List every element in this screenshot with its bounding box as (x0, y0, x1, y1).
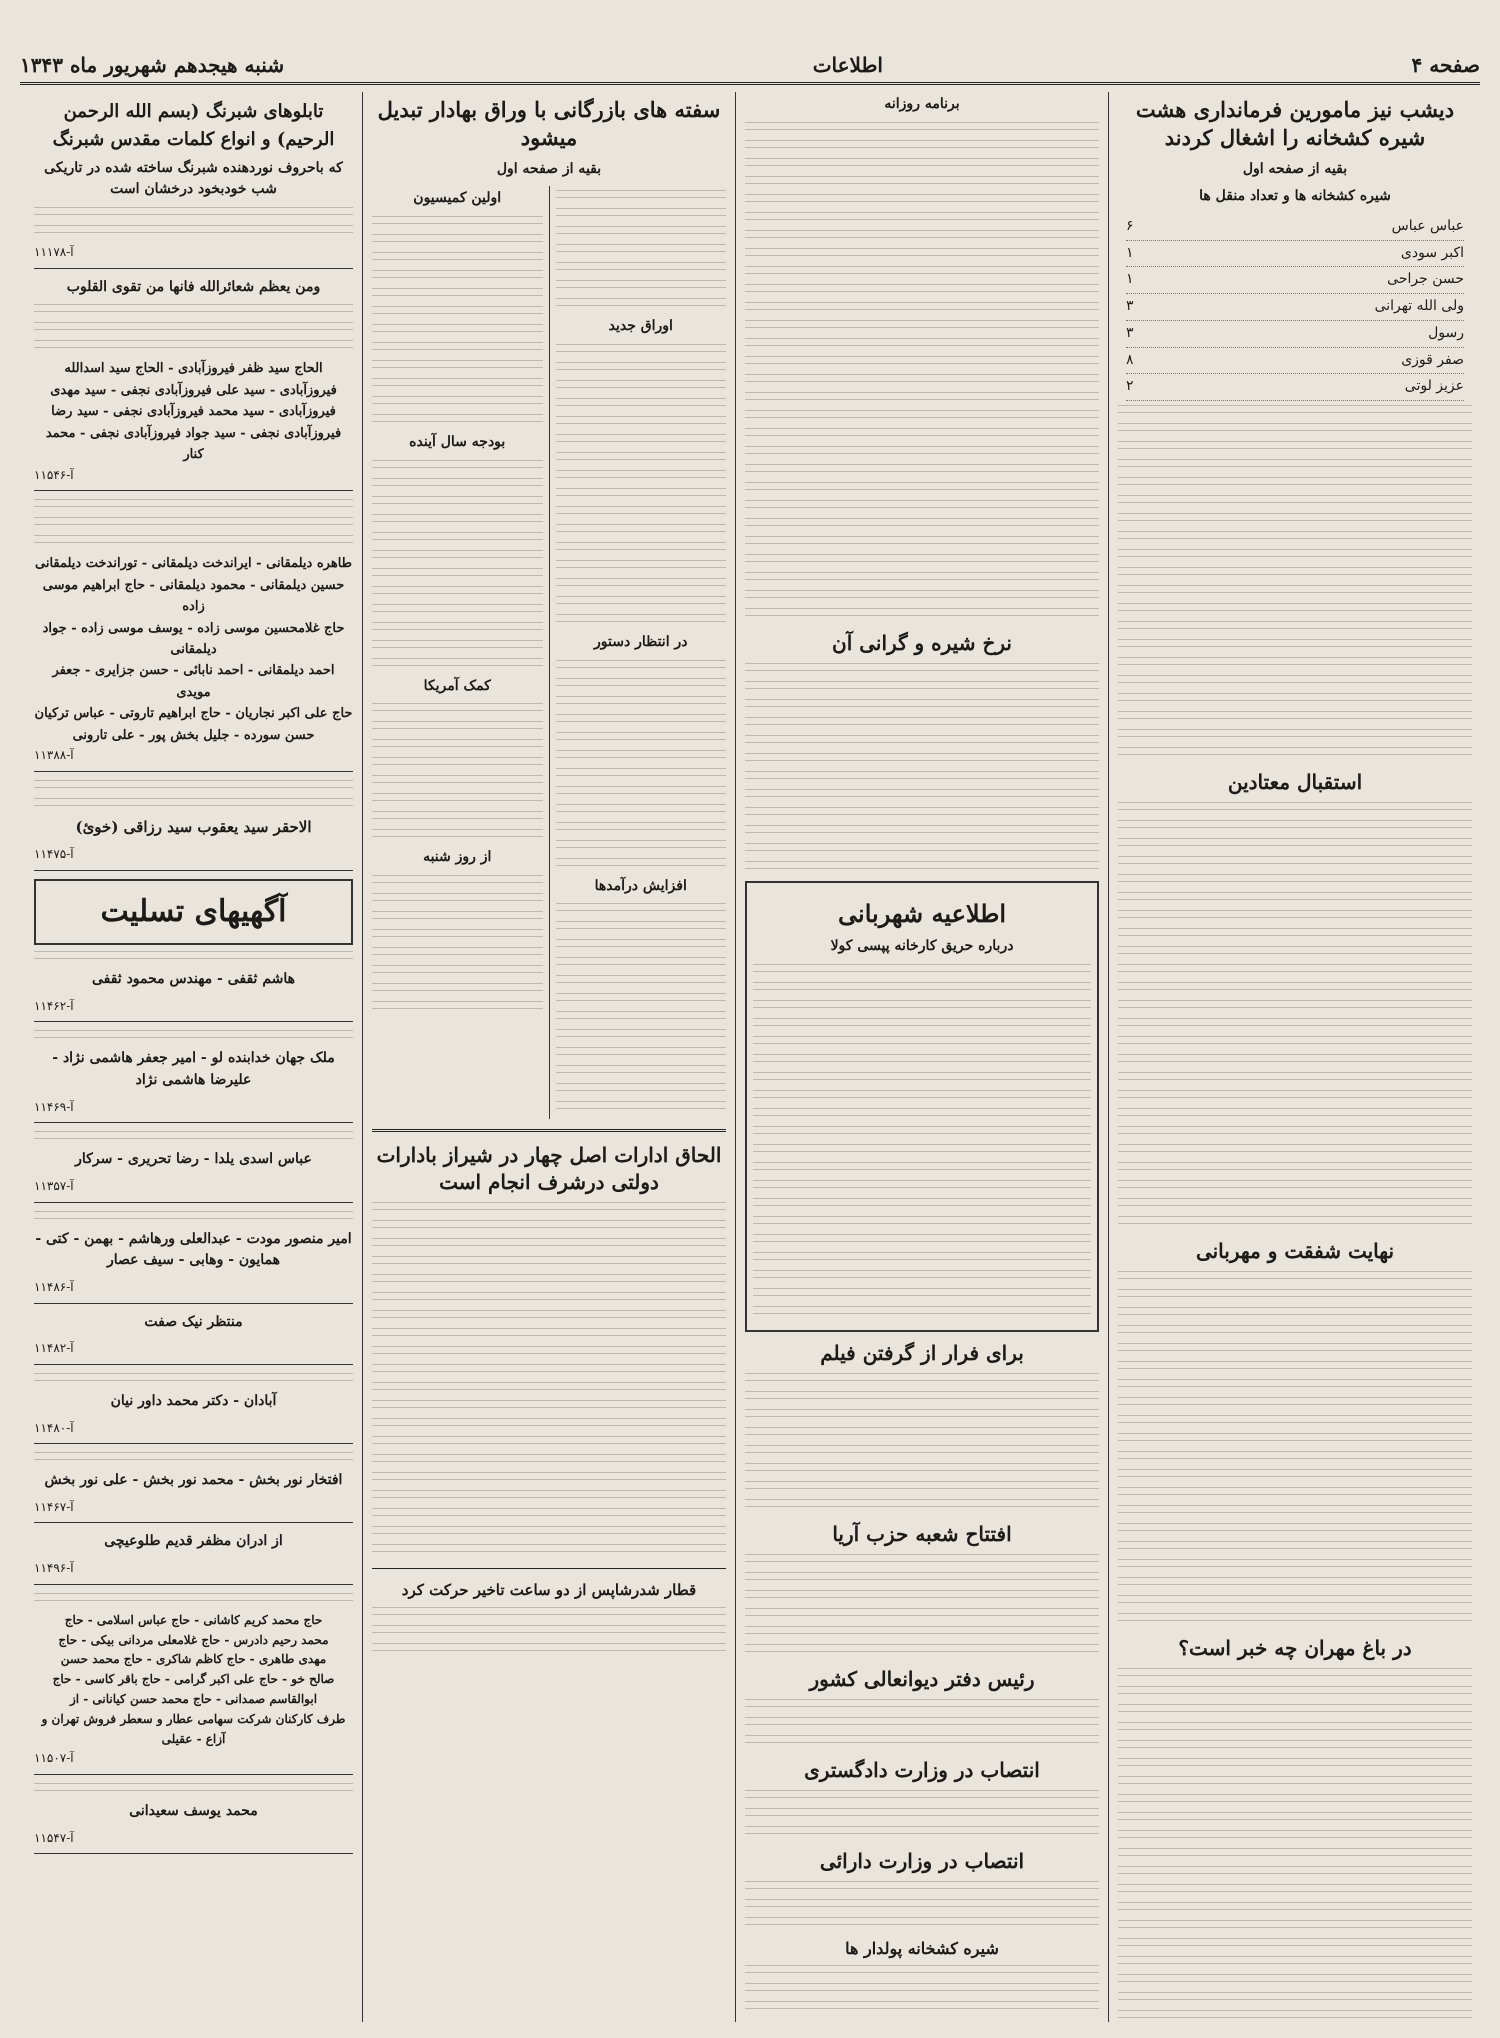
signer-5: منتظر نیک صفت (144, 1313, 243, 1330)
subhead-ghatar: قطار شدرشاپس از دو ساعت تاخیر حرکت کرد (401, 1581, 697, 1600)
names-list-3: حاج محمد کریم کاشانی - حاج عباس اسلامی - حاج محمد رحیم دادرس - حاج غلامعلی مردانی بیکی - حاج مهدی طاهری - حاج کاظم شاکری - حاج محمد حسن صالح خو - حاج علی اکبر گرامی - حاج باقر کاسی - حاج ابوالقاسم صمدانی - حاج محمد حسن کیانانی - از طرف کارکنان شرکت سهامی عطار و سعطر فروش تهران و آزاع - عقیلی (41, 1612, 346, 1746)
notice-razaghi (34, 780, 353, 871)
subhead-istiqbal: استقبال معتادین (1227, 769, 1363, 794)
police-notice-subtitle: درباره حریق کارخانه پپسی کولا (830, 937, 1014, 954)
list-item: حسن جراحی ۱ (1126, 267, 1464, 294)
code-4: آ-۱۱۴۶۲ (34, 998, 74, 1013)
subhead-budget: بودجه سال آینده (409, 434, 506, 451)
subhead-bagh-mehran: در باغ مهران چه خبر است؟ (1178, 1635, 1412, 1660)
code-1: آ-۱۱۵۴۶ (34, 467, 74, 482)
condolence-10 (34, 1783, 353, 1854)
signer-1: هاشم ثقفی - مهندس محمود ثقفی (91, 971, 296, 988)
columns (20, 92, 1480, 2022)
subhead-shanbeh: از روز شنبه (423, 849, 492, 866)
code-6: آ-۱۱۳۵۷ (34, 1179, 74, 1194)
subhead-poldarha: شیره کشخانه پولدار ها (845, 1938, 999, 1958)
subhead-commission: اولین کمیسیون (413, 190, 502, 207)
continuation-note-2: بقیه از صفحه اول (496, 160, 602, 177)
ad-shabrang-text: که باحروف نوردهنده شبرنگ ساخته شده در تاریکی شب خودبخود درخشان است (44, 159, 343, 198)
condolence-4 (34, 1211, 353, 1304)
asl-chahar-article (372, 1129, 726, 1569)
notice-deylamghani (34, 499, 353, 772)
condolence-3 (34, 1131, 353, 1202)
code-13: آ-۱۱۵۴۷ (34, 1830, 74, 1845)
code-9: آ-۱۱۴۸۰ (34, 1420, 74, 1435)
signer-2: ملک جهان خدابنده لو - امیر جعفر هاشمی نژاد - علیرضا هاشمی نژاد (52, 1050, 335, 1089)
signer-7: افتخار نور بخش - محمد نور بخش - علی نور بخش (44, 1472, 343, 1489)
signer-8: از ادران مظفر قدیم طلوعیچی (104, 1533, 283, 1550)
condolence-box (34, 879, 353, 946)
issue-date: شنبه هیجدهم شهریور ماه ۱۳۴۳ (20, 53, 285, 77)
list-item: ولی الله تهرانی ۳ (1126, 294, 1464, 321)
headline-safteh: سفته های بازرگانی با وراق بهادار تبدیل میشود (377, 97, 721, 151)
police-notice (745, 881, 1099, 1332)
subhead-komak: کمک آمریکا (423, 677, 491, 694)
code-10: آ-۱۱۴۶۷ (34, 1499, 74, 1514)
condolence-8 (34, 1531, 353, 1584)
list-item: عباس عباس ۶ (1126, 214, 1464, 241)
condolence-5 (34, 1312, 353, 1365)
list-item: اکبر سودی ۱ (1126, 241, 1464, 268)
condolence-9 (34, 1593, 353, 1775)
headline-asl-chahar: الحاق ادارات اصل چهار در شیراز بادارات دولتی درشرف انجام است (376, 1143, 722, 1195)
notice-verse: ومن یعظم شعائرالله فانها من تقوی القلوب (66, 278, 321, 295)
column-3 (364, 92, 734, 2022)
col3-split (372, 186, 726, 1119)
condolence-6 (34, 1373, 353, 1444)
signer-4: امیر منصور مودت - عبدالعلی ورهاشم - بهمن - کتی - همایون - وهابی - سیف عصار (35, 1230, 352, 1269)
code-2: آ-۱۱۳۸۸ (34, 748, 74, 763)
list-item: عزیز لوتی ۲ (1126, 374, 1464, 401)
condolence-1 (34, 951, 353, 1022)
column-1 (1110, 92, 1480, 2022)
subhead-film: برای فرار از گرفتن فیلم (820, 1340, 1024, 1365)
code-11: آ-۱۱۴۹۶ (34, 1561, 74, 1576)
signer-6: آبادان - دکتر محمد داور نیان (110, 1392, 277, 1409)
notice-firoozabadi (34, 277, 353, 491)
names-list-1: الحاج سید ظفر فیروزآبادی - الحاج سید اسدالله فیروزآبادی - سید علی فیروزآبادی نجفی - سید مهدی فیروزآبادی - سید محمد فیروزآبادی نجفی - سید رضا فیروزآبادی نجفی - سید جواد فیروزآبادی نجفی - محمد کنار (45, 361, 342, 463)
mourner-name: الاحقر سید یعقوب سید رزاقی (خوئ) (75, 817, 312, 836)
subhead-aria: افتتاح شعبه حزب آریا (832, 1521, 1012, 1546)
shireh-list (1118, 214, 1472, 401)
code-12: آ-۱۱۵۰۷ (34, 1751, 74, 1766)
code-3: آ-۱۱۴۷۵ (34, 847, 74, 861)
ad-code: آ-۱۱۱۷۸ (34, 245, 74, 260)
subhead-nerkh: نرخ شیره و گرانی آن (832, 630, 1012, 655)
condolence-title: آگهیهای تسلیت (100, 893, 287, 929)
continuation-note: بقیه از صفحه اول (1242, 160, 1348, 177)
names-list-2: طاهره دیلمقانی - ایراندخت دیلمقانی - توراندخت دیلمقانی حسین دیلمقانی - محمود دیلمقانی - حاج ابراهیم موسی زاده حاج غلامحسین موسی زاده - یوسف موسی زاده - جواد دیلمقانی احمد دیلمقانی - احمد نابائی - حسن جزایری - جعفر مویدی حاج علی اکبر نجاریان - حاج ابراهیم تاروتی - عباس ترکیان حسن سورده - جلیل بخش پور - علی تارونی (34, 556, 353, 743)
signer-9: محمد یوسف سعیدانی (129, 1802, 258, 1819)
police-notice-title: اطلاعیه شهربانی (838, 898, 1006, 928)
subhead-dastoor: در انتظار دستور (594, 634, 688, 651)
column-2 (737, 92, 1107, 2022)
list-title: شیره کشخانه ها و تعداد منقل ها (1199, 188, 1391, 205)
condolence-7 (34, 1452, 353, 1523)
code-5: آ-۱۱۴۶۹ (34, 1099, 74, 1114)
subhead-barnameh: برنامه روزانه (884, 96, 960, 112)
signer-3: عباس اسدی یلدا - رضا تحریری - سرکار (75, 1151, 312, 1168)
code-8: آ-۱۱۴۸۲ (34, 1341, 74, 1356)
paper-name: اطلاعات (812, 53, 883, 77)
subhead-shafaghat: نهایت شفقت و مهربانی (1195, 1238, 1395, 1263)
subhead-darai: انتصاب در وزارت دارائی (819, 1848, 1025, 1873)
ad-shabrang-title: تابلوهای شبرنگ (بسم الله الرحمن الرحیم) و انواع کلمات مقدس شبرنگ (52, 101, 335, 150)
column-4 (26, 92, 361, 2022)
subhead-dadgostari: انتصاب در وزارت دادگستری (804, 1757, 1040, 1782)
list-item: صفر قوزی ۸ (1126, 348, 1464, 375)
list-item: رسول ۳ (1126, 321, 1464, 348)
headline-shireh: دیشب نیز مامورین فرمانداری هشت شیره کشخانه را اشغال کردند (1135, 97, 1455, 151)
masthead (20, 48, 1480, 85)
subhead-daramad: افزایش درآمدها (594, 877, 687, 894)
condolence-2 (34, 1030, 353, 1123)
code-7: آ-۱۱۴۸۶ (34, 1280, 74, 1294)
subhead-divan: رئیس دفتر دیوانعالی کشور (809, 1666, 1035, 1691)
page-number: صفحه ۴ (1411, 53, 1480, 77)
subhead-owraq: اوراق جدید (608, 318, 673, 335)
ad-shabrang (34, 98, 353, 269)
